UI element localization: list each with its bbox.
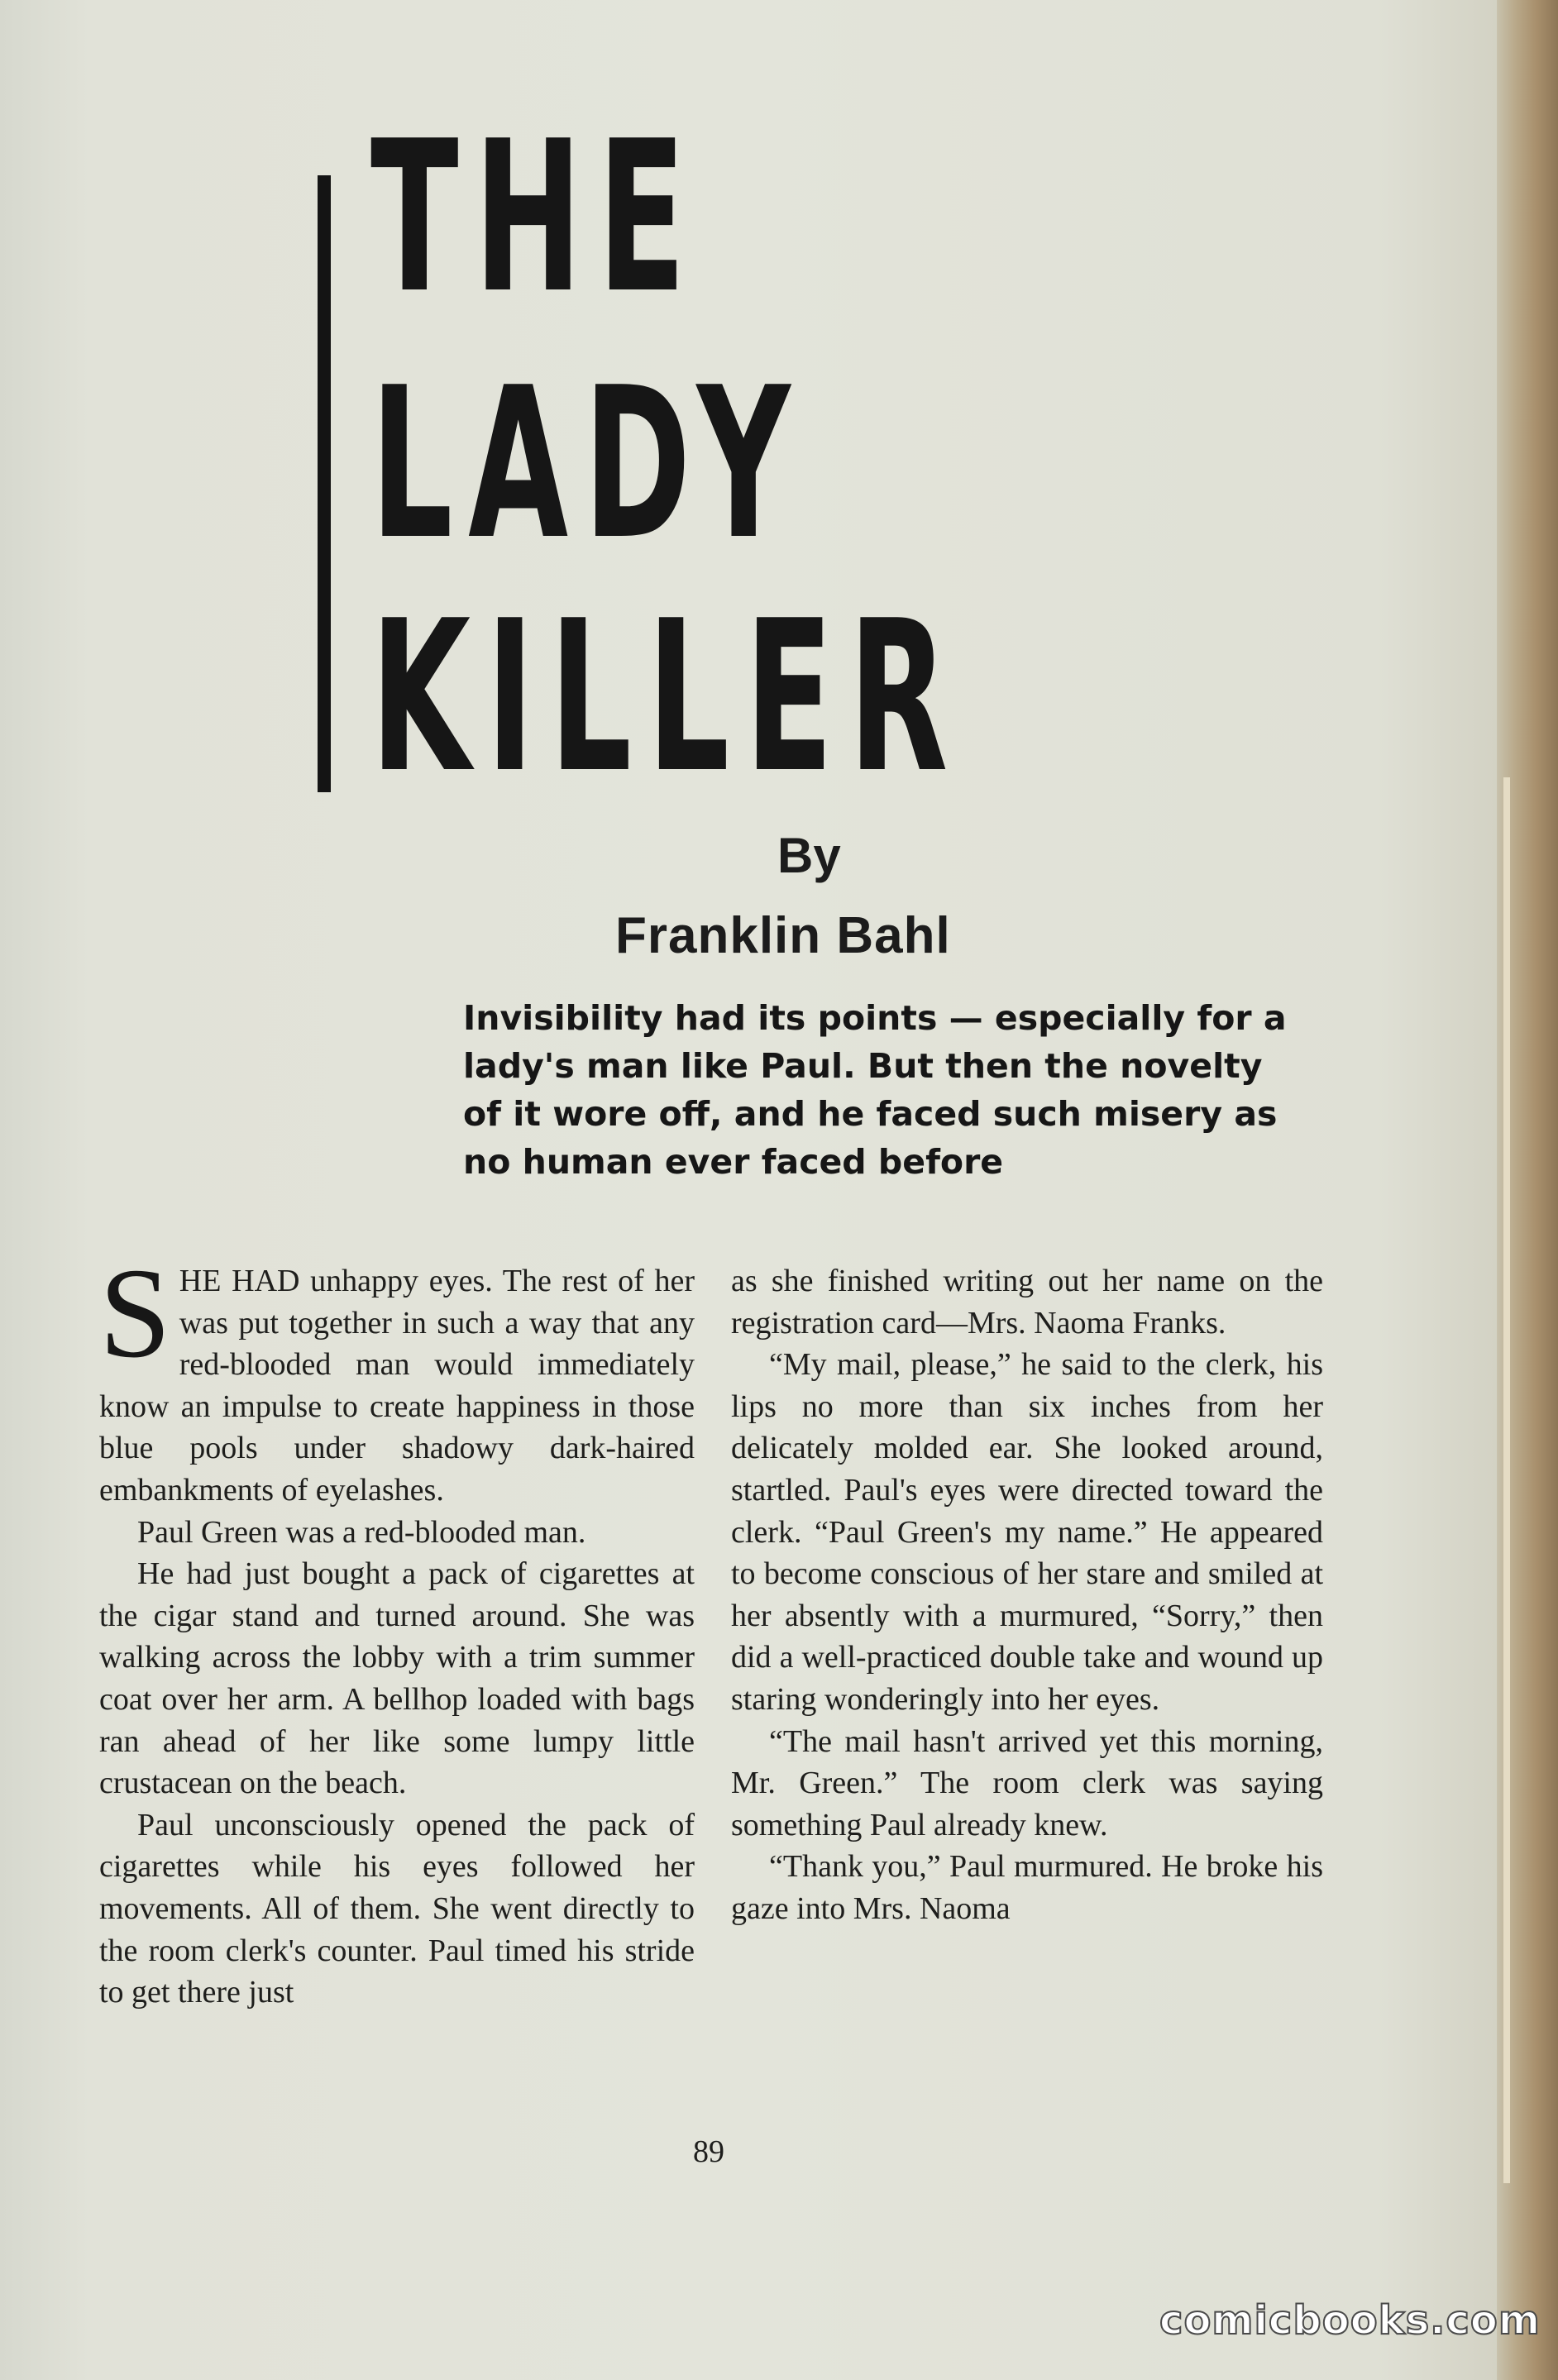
story-title-line-2: LADY: [370, 343, 806, 585]
paragraph: “My mail, please,” he said to the clerk, his lips no more than six inches from her delicately molded ear. She looked around, startled. Paul's eyes were directed toward the clerk. “Paul Green's my name.” He appeared to become conscious of her stare and smiled at her absently with a murmured, “Sorry,” then did a well-practiced double take and wound up staring wonderingly into her eyes.: [731, 1347, 1323, 1717]
paragraph-text: HE HAD unhappy eyes. The rest of her was put together in such a way that any red-blooded man would immediately know an impulse to create happiness in those blue pools under shadowy dark-haired embankments of eyelashes.: [99, 1264, 695, 1508]
text-column-left: [99, 1241, 695, 2014]
paragraph: “The mail hasn't arrived yet this morning, Mr. Green.” The room clerk was saying something Paul already knew.: [731, 1723, 1323, 1842]
binding-crease: [1503, 777, 1510, 2183]
story-title-line-3: KILLER: [370, 576, 963, 819]
paragraph: Paul Green was a red-blooded man.: [137, 1514, 586, 1550]
page-number: 89: [693, 2134, 724, 2169]
paragraph: Paul unconsciously opened the pack of cigarettes while his eyes followed her movements. All of them. She went directly to the room clerk's counter. Paul timed his stride to get there just: [99, 1807, 695, 2010]
author-name: Franklin Bahl: [615, 907, 951, 964]
byline-by: By: [777, 828, 841, 883]
paragraph: as she finished writing out her name on the registration card—Mrs. Naoma Franks.: [731, 1264, 1323, 1341]
title-rule: [318, 175, 331, 792]
paragraph: He had just bought a pack of cigarettes at the cigar stand and turned around. She was walking across the lobby with a trim summer coat over her arm. A bellhop loaded with bags ran ahead of her like some lumpy little crustacean on the beach.: [99, 1556, 695, 1801]
site-watermark: comicbooks.com: [1159, 2297, 1541, 2344]
story-title-line-1: THE: [370, 97, 701, 339]
paragraph: [99, 1241, 695, 1512]
story-blurb: Invisibility had its points — especially for a lady's man like Paul. But then the novelty of it wore off, and he faced such misery as no human ever faced before: [463, 998, 1287, 1182]
paragraph: “Thank you,” Paul murmured. He broke his gaze into Mrs. Naoma: [731, 1849, 1323, 1926]
drop-cap: S: [99, 1241, 171, 1384]
text-column-right: [731, 1260, 1323, 1930]
